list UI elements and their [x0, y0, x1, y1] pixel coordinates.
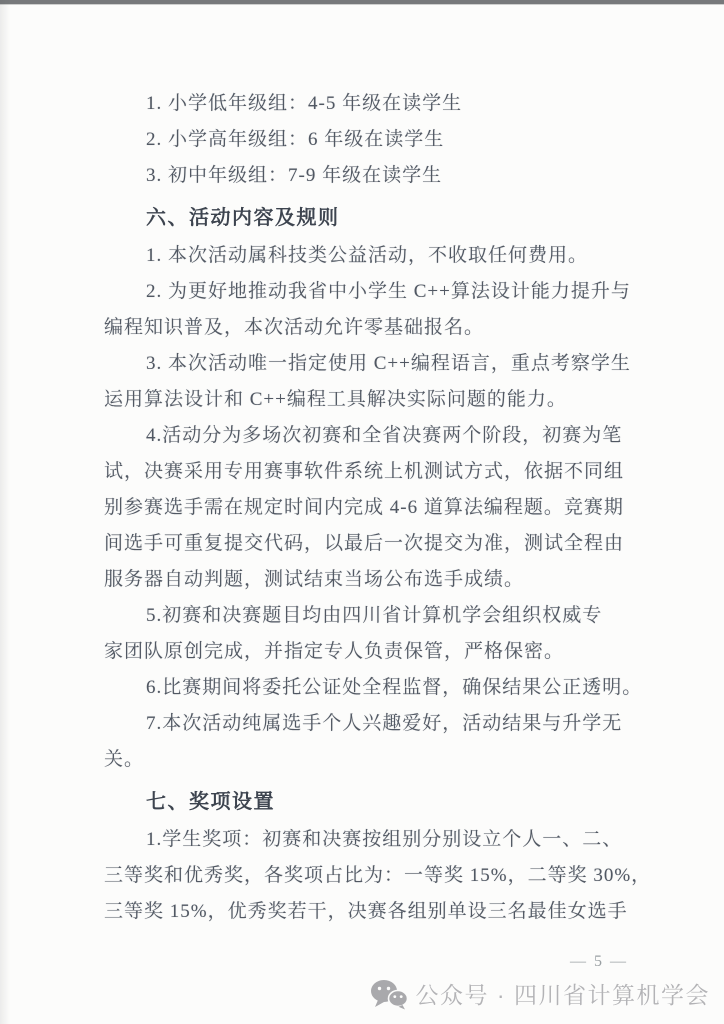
scan-left-edge: [0, 0, 10, 1024]
wechat-account-label: 公众号 · 四川省计算机学会: [415, 982, 710, 1008]
body-text-line: 4.活动分为多场次初赛和全省决赛两个阶段，初赛为笔: [146, 425, 623, 446]
group-list-item: 2. 小学高年级组：6 年级在读学生: [146, 129, 445, 150]
body-text-line: 三等奖和优秀奖，各奖项占比为：一等奖 15%，二等奖 30%，: [104, 865, 652, 886]
body-text-line: 间选手可重复提交代码，以最后一次提交为准，测试全程由: [104, 533, 625, 554]
body-text-line: 服务器自动判题，测试结束当场公布选手成绩。: [104, 569, 525, 590]
body-text-line: 1. 本次活动属科技类公益活动，不收取任何费用。: [146, 245, 589, 266]
body-text-line: 关。: [104, 749, 145, 770]
body-text-line: 别参赛选手需在规定时间内完成 4-6 道算法编程题。竞赛期: [104, 497, 624, 518]
group-list-item: 3. 初中年级组：7-9 年级在读学生: [146, 165, 443, 186]
body-text-line: 1.学生奖项：初赛和决赛按组别分别设立个人一、二、: [146, 829, 623, 850]
body-text-line: 运用算法设计和 C++编程工具解决实际问题的能力。: [104, 389, 567, 410]
body-text-line: 编程知识普及，本次活动允许零基础报名。: [104, 317, 485, 338]
body-text-line: 家团队原创完成，并指定专人负责保管，严格保密。: [104, 641, 565, 662]
wechat-account-row: [370, 977, 710, 1010]
body-text-line: 6.比赛期间将委托公证处全程监督，确保结果公正透明。: [146, 677, 643, 698]
group-list-item: 1. 小学低年级组：4-5 年级在读学生: [146, 93, 463, 114]
body-text-line: 5.初赛和决赛题目均由四川省计算机学会组织权威专: [146, 605, 603, 626]
wechat-icon: [370, 978, 408, 1010]
document-body: [104, 86, 652, 930]
section-six-heading: 六、活动内容及规则: [146, 207, 340, 229]
page-number: — 5 —: [570, 953, 628, 970]
section-seven-heading: 七、奖项设置: [146, 791, 275, 813]
body-text-line: 三等奖 15%，优秀奖若干，决赛各组别单设三名最佳女选手: [104, 901, 628, 922]
body-text-line: 3. 本次活动唯一指定使用 C++编程语言，重点考察学生: [146, 353, 631, 374]
scan-top-edge: [0, 0, 724, 4]
body-text-line: 试，决赛采用专用赛事软件系统上机测试方式，依据不同组: [104, 461, 625, 482]
body-text-line: 2. 为更好地推动我省中小学生 C++算法设计能力提升与: [146, 281, 631, 302]
body-text-line: 7.本次活动纯属选手个人兴趣爱好，活动结果与升学无: [146, 713, 623, 734]
